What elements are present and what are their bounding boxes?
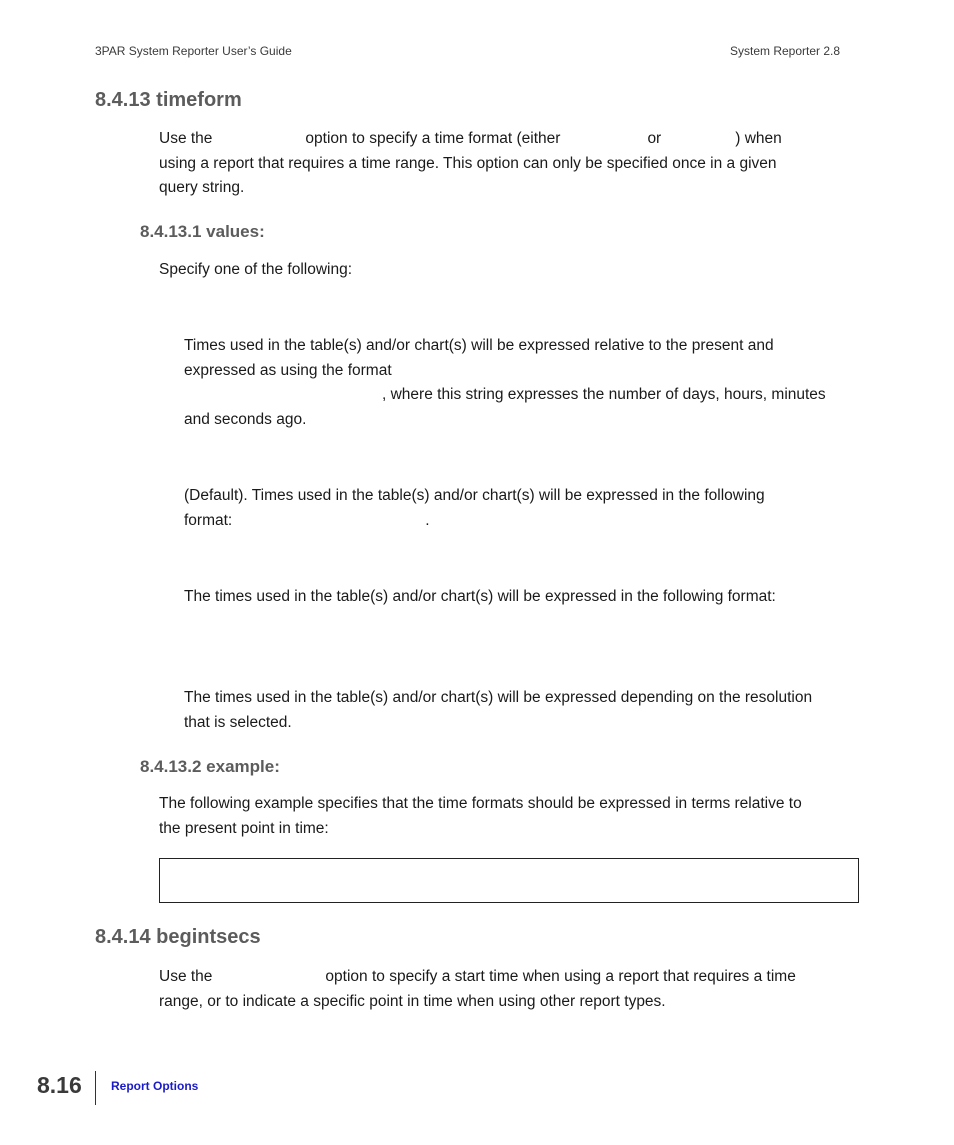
item1-line1: Times used in the table(s) and/or chart(s) will be expressed relative to the present and xyxy=(184,337,774,354)
intro-part4: ) when xyxy=(735,130,782,147)
begintsecs-line1b: option to specify a start time when using a report that requires a time xyxy=(325,968,796,985)
footer-divider xyxy=(95,1071,96,1105)
timeform-intro-line2: using a report that requires a time range. This option can only be specified once in a given xyxy=(159,154,777,172)
item2-line1: (Default). Times used in the table(s) and/or chart(s) will be expressed in the following xyxy=(184,487,765,504)
item1-line4: and seconds ago. xyxy=(184,410,307,428)
running-header-title: 3PAR System Reporter User’s Guide xyxy=(95,44,292,58)
section-heading-timeform: 8.4.13 timeform xyxy=(95,89,242,111)
begintsecs-line1-wrap xyxy=(159,965,859,990)
example-code-box xyxy=(159,858,859,903)
begintsecs-line1a: Use the xyxy=(159,968,213,985)
running-header-version: System Reporter 2.8 xyxy=(730,44,841,58)
value-item-resolution xyxy=(184,686,864,735)
example-line1: The following example specifies that the time formats should be expressed in terms relative to xyxy=(159,795,802,812)
item1-line2: expressed as using the format xyxy=(184,361,392,379)
subsection-heading-values: 8.4.13.1 values: xyxy=(140,222,265,241)
timeform-intro xyxy=(159,127,859,201)
example-line2: the present point in time: xyxy=(159,819,329,837)
intro-part3: or xyxy=(647,130,662,147)
item2-line2-wrap xyxy=(184,509,864,534)
timeform-intro-line1 xyxy=(159,127,859,152)
value-item-format: The times used in the table(s) and/or chart(s) will be expressed in the following format: xyxy=(184,588,776,605)
example-text xyxy=(159,792,859,841)
begintsecs-text xyxy=(159,965,859,1014)
begintsecs-line2: range, or to indicate a specific point in time when using other report types. xyxy=(159,992,666,1010)
item2-line2b: . xyxy=(425,511,430,529)
intro-part1: Use the xyxy=(159,130,213,147)
timeform-intro-line3: query string. xyxy=(159,179,245,196)
item4-line1: The times used in the table(s) and/or chart(s) will be expressed depending on the resolution xyxy=(184,689,813,706)
section-heading-begintsecs: 8.4.14 begintsecs xyxy=(95,926,261,948)
values-lead: Specify one of the following: xyxy=(159,261,353,278)
item1-line3-wrap xyxy=(184,383,864,408)
intro-part2: option to specify a time format (either xyxy=(305,130,561,147)
item4-line2: that is selected. xyxy=(184,713,292,731)
value-item-rel xyxy=(184,334,864,432)
footer-section-link[interactable]: Report Options xyxy=(111,1079,199,1093)
item2-line2a: format: xyxy=(184,511,233,529)
subsection-heading-example: 8.4.13.2 example: xyxy=(140,757,280,776)
page-number: 8.16 xyxy=(37,1072,82,1098)
value-item-default xyxy=(184,484,864,533)
item1-line3: , where this string expresses the number of days, hours, minutes xyxy=(382,386,826,403)
